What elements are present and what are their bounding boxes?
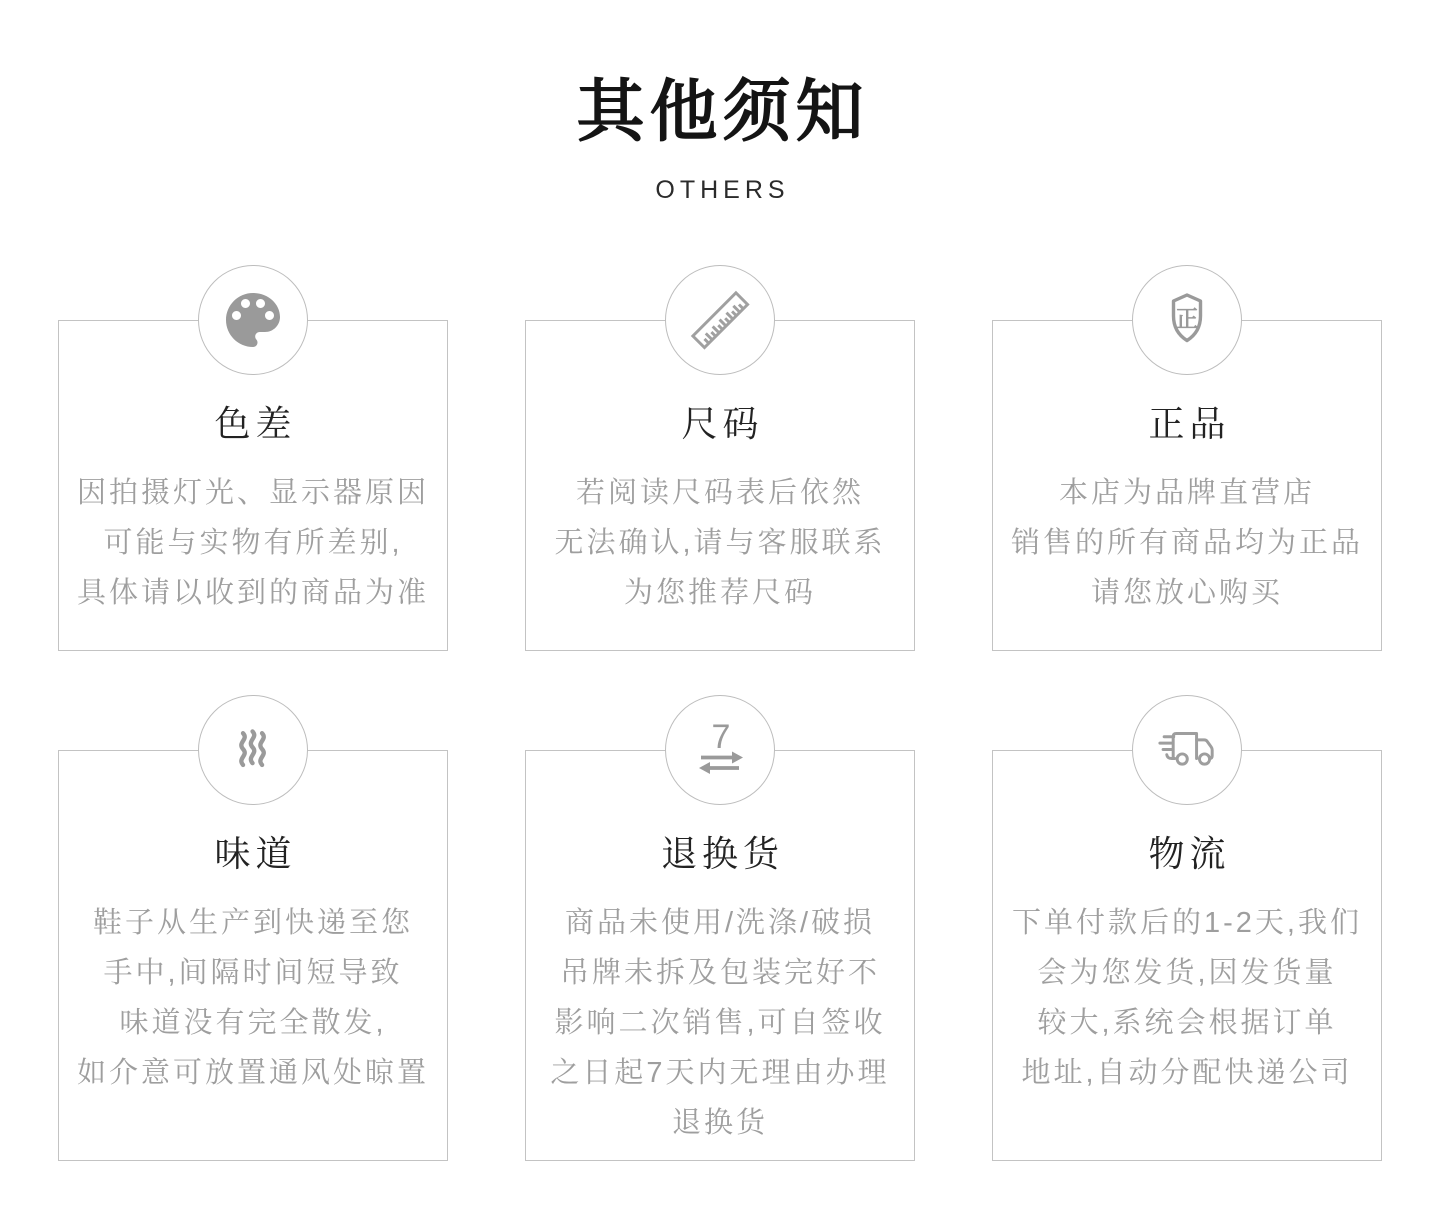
notice-row-2 [58,718,1382,1161]
card-text-line: 可能与实物有所差别, [103,527,403,559]
palette-icon [198,265,308,375]
section-subtitle: OTHERS [655,176,790,204]
card-text-line: 如介意可放置通风处晾置 [76,1057,429,1089]
card-text-line: 鞋子从生产到快递至您 [92,907,413,939]
notice-card-logistics [992,750,1382,1161]
card-title: 物流 [1148,833,1231,874]
card-title: 尺码 [681,403,764,444]
card-text-line: 具体请以收到的商品为准 [76,577,429,609]
card-text-line: 商品未使用/洗涤/破损 [564,907,876,939]
card-text-line: 本店为品牌直营店 [1058,477,1315,509]
card-text-line: 无法确认,请与客服联系 [554,527,886,559]
card-text-line: 味道没有完全散发, [119,1007,387,1039]
ruler-icon [665,265,775,375]
card-text-line: 较大,系统会根据订单 [1037,1007,1337,1039]
card-title: 味道 [214,833,297,874]
notice-card-authentic [992,305,1382,651]
card-text-line: 因拍摄灯光、显示器原因 [76,477,429,509]
steam-icon [198,695,308,805]
section-header [0,0,1440,204]
card-title: 色差 [214,403,297,444]
card-text-line: 下单付款后的1-2天,我们 [1012,907,1362,939]
card-body [59,468,447,618]
card-body [993,898,1381,1098]
notice-card-smell [58,750,448,1161]
notice-card-color-difference [58,320,448,651]
card-text-line: 请您放心购买 [1090,577,1283,609]
card-body [993,468,1381,618]
notice-row-1 [58,305,1382,651]
card-body [526,898,914,1148]
authentic-shield-icon [1132,265,1242,375]
card-text-line: 地址,自动分配快递公司 [1021,1057,1353,1089]
card-text-line: 之日起7天内无理由办理 [550,1057,890,1089]
section-title: 其他须知 [576,74,869,150]
card-text-line: 手中,间隔时间短导致 [103,957,403,989]
card-title: 退换货 [660,833,784,874]
card-body [526,468,914,618]
card-title: 正品 [1148,403,1231,444]
card-body [59,898,447,1098]
seven-day-exchange-icon [665,695,775,805]
card-text-line: 影响二次销售,可自签收 [554,1007,886,1039]
card-text-line: 为您推荐尺码 [623,577,816,609]
card-text-line: 若阅读尺码表后依然 [575,477,864,509]
card-text-line: 会为您发货,因发货量 [1037,957,1337,989]
notice-card-return-exchange [525,718,915,1161]
shield-char: 正 [1175,305,1199,332]
delivery-truck-icon [1132,695,1242,805]
card-text-line: 退换货 [671,1107,768,1139]
card-text-line: 吊牌未拆及包装完好不 [559,957,880,989]
card-text-line: 销售的所有商品均为正品 [1010,527,1363,559]
notice-card-size [525,320,915,651]
exchange-days-number: 7 [711,718,731,756]
